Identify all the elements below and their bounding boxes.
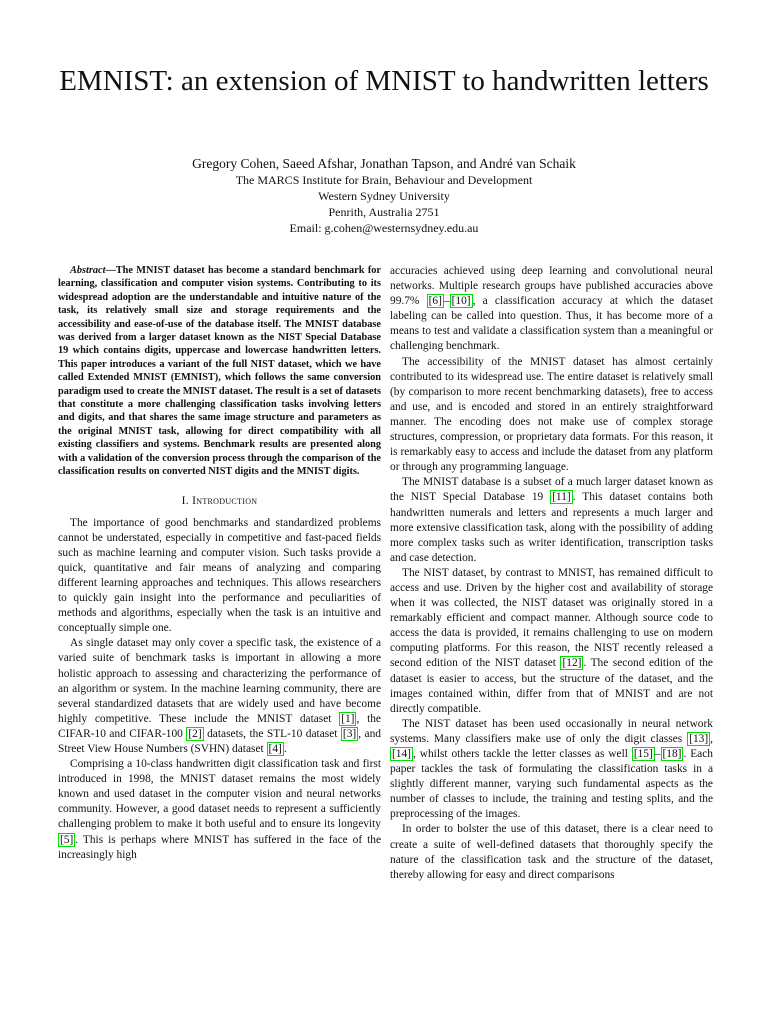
citation-link[interactable]: [10]	[451, 295, 471, 308]
paragraph-text: . Each paper tackles the task of formulating the classification tasks in a slightly different manner, varying such fundamental aspects as the number of classes to include, the training and testing splits, and the preprocessing of the images.	[390, 748, 713, 821]
paper-title: EMNIST: an extension of MNIST to handwritten letters	[59, 65, 709, 97]
affiliation-address: Penrith, Australia 2751	[328, 205, 440, 219]
body-paragraph	[58, 757, 381, 863]
paragraph-text: As single dataset may only cover a specific task, the existence of a varied suite of benchmark tasks is important in allowing a more holistic approach to assessing and characterizing the performance of an algorithm or system. In the machine learning community, there are several standardized datasets that are widely used and have become highly competitive. These include the MNIST dataset	[58, 637, 381, 725]
paragraph-text: , the CIFAR-10 and CIFAR-100	[58, 712, 381, 740]
citation-link[interactable]: [13]	[689, 732, 709, 745]
paragraph-text: –	[443, 295, 450, 308]
affiliation-email: Email: g.cohen@westernsydney.edu.au	[289, 221, 479, 235]
abstract-label: Abstract	[70, 265, 106, 276]
citation-link[interactable]: [5]	[60, 833, 74, 846]
paragraph-text: Comprising a 10-class handwritten digit classification task and first introduced in 1998, the MNIST dataset remains the most widely known and used dataset in the computer vision and neural networks community. However, a good dataset needs to represent a sufficiently challenging problem to make it both useful and to ensure its longevity	[58, 758, 381, 831]
citation-link[interactable]: [3]	[342, 727, 357, 740]
body-paragraph	[390, 822, 713, 882]
citation-link[interactable]: [2]	[188, 727, 202, 740]
paragraph-text: ,	[710, 732, 713, 745]
author-list: Gregory Cohen, Saeed Afshar, Jonathan Tapson, and André van Schaik	[192, 156, 576, 171]
paragraph-text: –	[654, 748, 661, 760]
paragraph-text: The accessibility of the MNIST dataset has almost certainly contributed to its widespread use. The entire dataset is relatively small (by comparison to more recent benchmarking datasets), free to access and use, and is encoded and stored in an entirely straightforward manner. The encoding does not make use of complex storage structures, compression, or proprietary data formats. For this reason, it is remarkably easy to access and include the dataset from any platform or through any programming language.	[390, 355, 713, 474]
paragraph-text: . The second edition of the dataset is easier to access, but the structure of the dataset, and the images contained within, differ from that of MNIST and are not directly compatible.	[390, 657, 713, 715]
paragraph-text: accuracies achieved using deep learning and convolutional neural networks. Multiple research groups have published accuracies above 99.7%	[390, 265, 713, 308]
body-paragraph	[390, 264, 713, 355]
section-number: I.	[181, 494, 189, 507]
affiliation-institute: The MARCS Institute for Brain, Behaviour and Development	[235, 173, 533, 187]
body-paragraph	[58, 636, 381, 757]
paragraph-text: , whilst others tackle the letter classes as well	[412, 748, 632, 760]
body-paragraph	[390, 566, 713, 717]
paragraph-text: . This is perhaps where MNIST has suffered in the face of the increasingly high	[58, 833, 381, 861]
citation-link[interactable]: [11]	[552, 491, 571, 504]
paragraph-text: The NIST dataset, by contrast to MNIST, has remained difficult to access and use. Driven by the higher cost and availability of storage when it was collected, the NIST dataset was originally stored in a remarkably efficient and compact manner. Although source code to access the data is provided, it remains challenging to use on modern computing platforms. For this reason, the NIST recently released a second edition of the NIST dataset	[390, 566, 713, 670]
paragraph-text: , and Street View House Numbers (SVHN) dataset	[58, 727, 381, 755]
paragraph-text: datasets, the STL-10 dataset	[203, 727, 341, 740]
section-heading-introduction	[58, 494, 381, 509]
citation-link[interactable]: [12]	[562, 657, 582, 670]
citation-link[interactable]: [1]	[341, 712, 355, 725]
paragraph-text: .	[283, 743, 287, 755]
affiliation-university: Western Sydney University	[318, 189, 450, 203]
abstract	[58, 264, 381, 479]
section-title: Introduction	[192, 494, 258, 507]
paragraph-text: , a classification accuracy at which the dataset labeling can be called into question. Thus, it has become more of a means to test and validate a classification system than a meaningful or challenging benchmark.	[390, 295, 713, 353]
right-column	[390, 264, 713, 883]
citation-link[interactable]: [15]	[633, 748, 653, 760]
left-column	[58, 264, 381, 863]
paragraph-text: The NIST dataset has been used occasionally in neural network systems. Many classifiers make use of only the digit classes	[390, 717, 713, 745]
citation-link[interactable]: [14]	[392, 748, 411, 760]
citation-link[interactable]: [4]	[268, 743, 282, 755]
citation-link[interactable]: [6]	[428, 295, 442, 308]
paragraph-text: . This dataset contains both handwritten numerals and letters and represents a much larger and more extensive classification task, along with the possibility of adding more complex tasks such as writer identification, transcription tasks and case detection.	[390, 491, 713, 564]
citation-link[interactable]: [18]	[662, 748, 682, 760]
paragraph-text: The MNIST database is a subset of a much larger dataset known as the NIST Special Database 19	[390, 476, 713, 504]
paragraph-text: The importance of good benchmarks and standardized problems cannot be understated, especially in competitive and fast-paced fields such as machine learning and computer vision. Such tasks provide a quick, quantitative and fair means of analyzing and comparing different learning approaches and techniques. This allows researchers to quickly gain insight into the performance and peculiarities of methods and algorithms, especially when the task is an intuitive and conceptually simple one.	[58, 516, 381, 635]
left-column-body	[58, 516, 381, 863]
body-paragraph	[390, 355, 713, 476]
abstract-text: —The MNIST dataset has become a standard benchmark for learning, classification and computer vision systems. Contributing to its widespread adoption are the understandable and intuitive nature of the task, its relatively small size and storage requirements and the accessibility and ease-of-use of the database itself. The MNIST database was derived from a larger dataset known as the NIST Special Database 19 which contains digits, uppercase and lowercase handwritten letters. This paper introduces a variant of the full NIST dataset, which we have called Extended MNIST (EMNIST), which follows the same conversion paradigm used to create the MNIST dataset. The result is a set of datasets that constitute a more challenging classification tasks involving letters and digits, and that shares the same image structure and parameters as the original MNIST task, allowing for direct compatibility with all existing classifiers and systems. Benchmark results are presented along with a validation of the conversion process through the comparison of the classification results on converted NIST digits and the MNIST digits.	[58, 265, 382, 478]
body-paragraph	[390, 717, 713, 823]
paragraph-text: In order to bolster the use of this dataset, there is a clear need to create a suite of well-defined datasets that thoroughly specify the nature of the classification task and the structure of the dataset, thereby allowing for easy and direct comparisons	[390, 823, 713, 881]
body-paragraph	[58, 516, 381, 637]
affiliation-block	[40, 172, 728, 236]
body-paragraph	[390, 475, 713, 566]
